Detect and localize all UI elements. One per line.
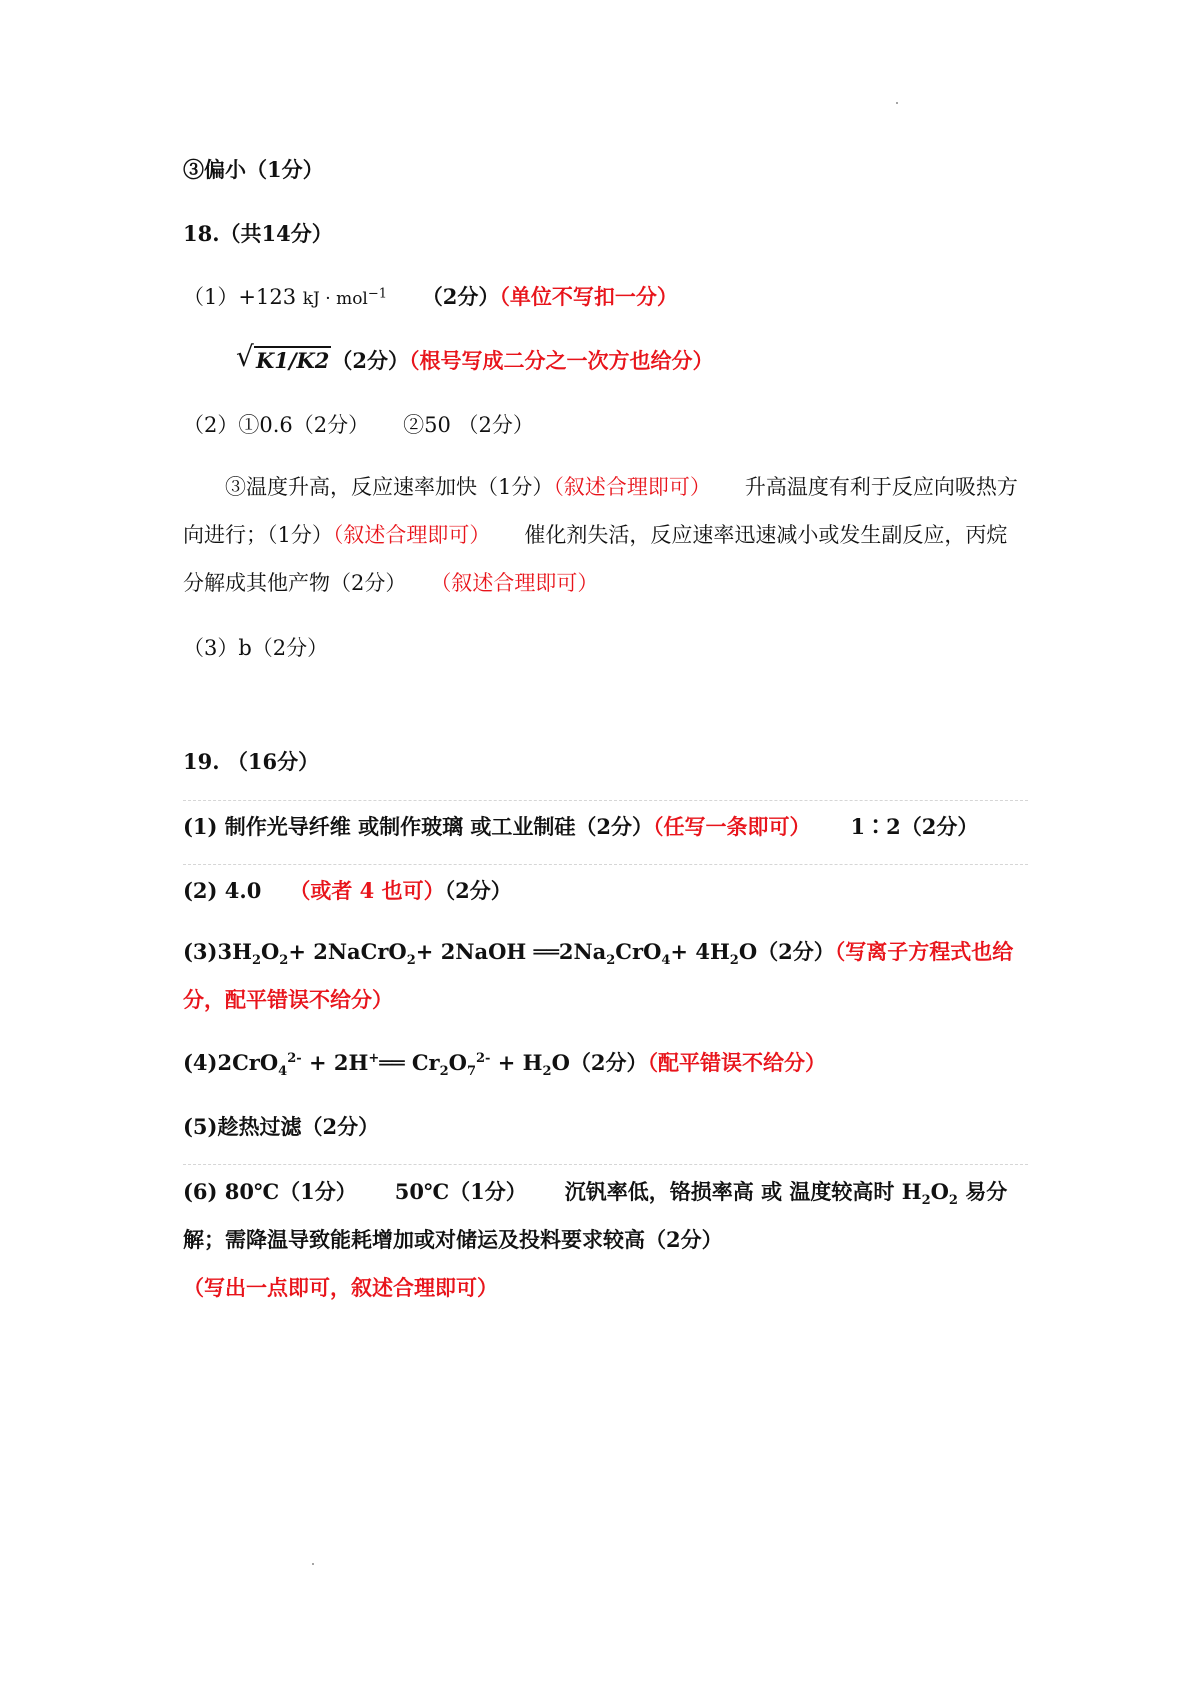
q19-part4-line: [183, 1048, 826, 1078]
q18-p23-note3: （叙述合理即可）: [430, 571, 599, 595]
q19-p3-note: （写离子方程式也给分，配平错误不给分）: [183, 939, 1014, 1012]
q18-p1-note: （单位不写扣一分）: [499, 284, 678, 309]
q19-title: 19. （16分）: [183, 749, 320, 774]
q19-p4-equation: (4)2CrO$_4^{2-}$ + 2H+══ $Cr_2O_7^{2-} + H_2O$: [183, 1050, 570, 1080]
q18-p1b-score: （2分）: [331, 348, 410, 373]
q18-part2-3-paragraph: [183, 463, 1023, 607]
q18-p1-value: +123: [238, 285, 297, 309]
q19-p6-a: (6) 80℃（1分）: [183, 1179, 357, 1204]
q19-part3-paragraph: [183, 928, 1023, 1024]
divider: [183, 1164, 1028, 1165]
q18-p23-note2: （叙述合理即可）: [332, 523, 491, 547]
q18-p1b-note: （根号写成二分之一次方也给分）: [409, 348, 714, 373]
q18-title: 18.（共14分）: [183, 221, 333, 246]
q18-p1-score: （2分）: [421, 284, 500, 309]
q18-part1-line: [183, 282, 678, 314]
q18-p1-unit: kJ · mol$^{-1}$: [302, 286, 388, 309]
divider: [183, 864, 1028, 865]
q18-p23-b: 升高温度有利于反应向吸热方向进行；（1分）: [183, 475, 1018, 547]
q19-p6-note: （写出一点即可，叙述合理即可）: [183, 1275, 498, 1300]
bottom-speck: [312, 1563, 314, 1565]
q18-part2-line: [183, 410, 534, 440]
q18-p23-c: 催化剂失活，反应速率迅速减小或发生副反应，丙烷分解成其他产物（2分）: [183, 523, 1008, 595]
q19-p6-b: 50℃（1分）: [394, 1179, 527, 1204]
q19-p4-note: （配平错误不给分）: [647, 1050, 826, 1075]
q19-p3-score: （2分）: [757, 939, 835, 964]
q19-part6-paragraph: [183, 1168, 1023, 1312]
sqrt-expression: √ K1/K2: [236, 340, 330, 373]
q19-p4-score: （2分）: [569, 1050, 648, 1075]
q18-p2-second: ②50 （2分）: [403, 413, 534, 437]
q18-part3-line: （3）b（2分）: [183, 636, 329, 660]
q19-p2-note: （或者 4 也可）: [289, 878, 445, 903]
q19-p2-a: (2) 4.0: [183, 878, 262, 903]
q19-part1-line: [183, 812, 978, 842]
q17-part3-answer: ③偏小（1分）: [183, 157, 324, 182]
q19-p1-b: 1∶2（2分）: [850, 814, 979, 839]
q19-part2-line: [183, 876, 512, 906]
divider: [183, 800, 1028, 801]
q19-part5-line: (5)趁热过滤（2分）: [183, 1114, 380, 1139]
q18-p1-label: （1）: [183, 285, 239, 309]
q18-p23-note1: （叙述合理即可）: [553, 475, 711, 499]
q18-p2-first: （2）①0.6（2分）: [183, 413, 370, 437]
corner-speck: [896, 102, 898, 104]
q19-p1-a: (1) 制作光导纤维 或制作玻璃 或工业制硅（2分）: [183, 814, 654, 839]
q19-p6-c: 沉钒率低，铬损率高 或 温度较高时 $H_2O_2$ 易分解；需降温导致能耗增加或对储运及投料要求较高（2分）: [183, 1179, 1008, 1252]
q19-p3-equation: $(3)3H_2O_2+$ 2NaCrO$_2$+ 2NaOH $══2Na_2CrO_4+ 4H_2O$: [183, 939, 758, 969]
q19-p1-note: （任写一条即可）: [653, 814, 811, 839]
q18-p23-a: ③温度升高，反应速率加快（1分）: [225, 475, 554, 499]
q19-p2-b: （2分）: [444, 878, 512, 903]
q18-part1b-line: [236, 340, 714, 376]
